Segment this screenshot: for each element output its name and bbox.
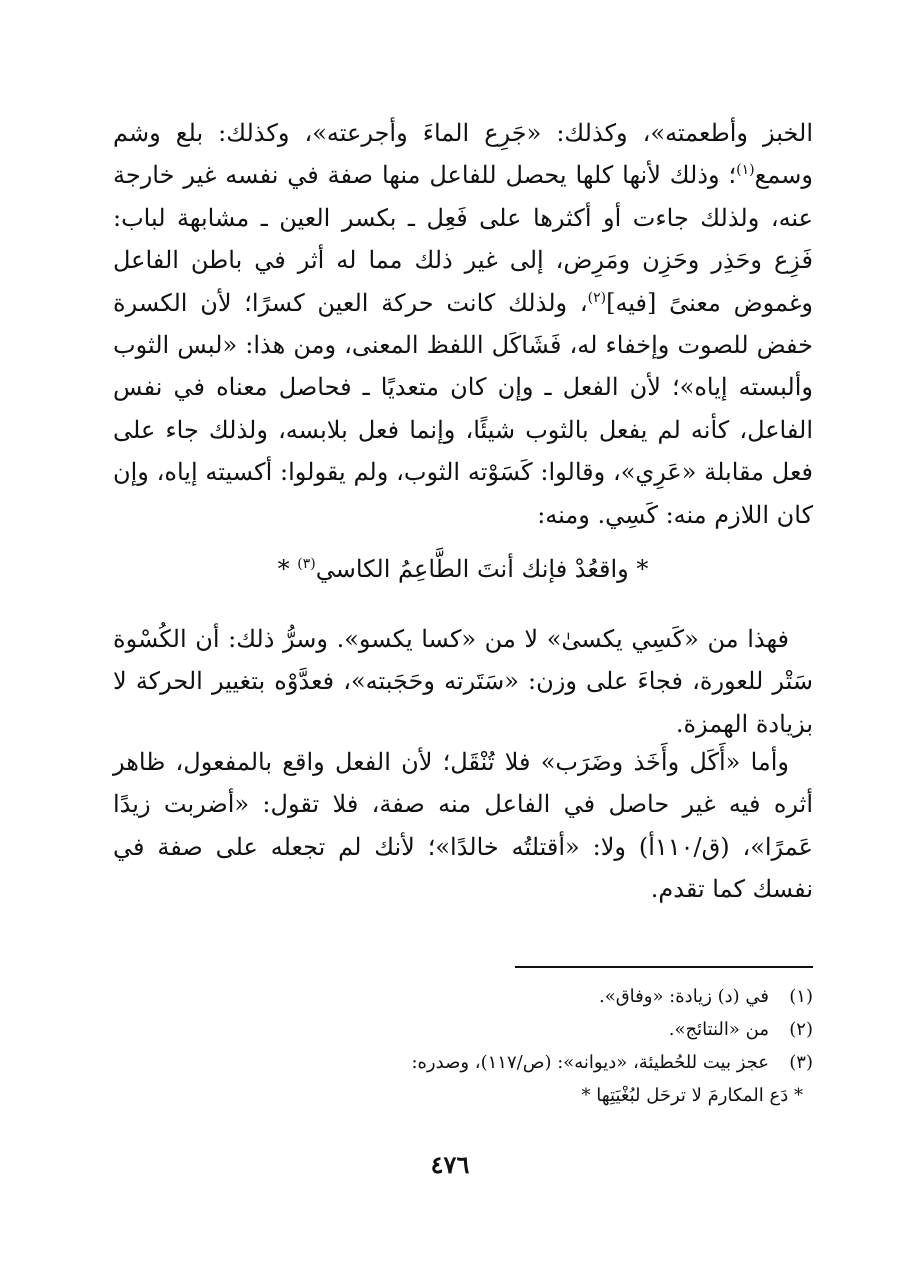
footnotes [113,980,813,1112]
page-number: ٤٧٦ [430,1150,470,1179]
footnote-text: من «النتائج». [668,1019,769,1040]
paragraph-1-text: الخبز وأطعمته»، وكذلك: «جَرِع الماءَ وأجرعته»، وكذلك: بلع وشم وسمع [113,119,813,190]
verse-line [113,548,813,590]
paragraph-1c-text: ، ولذلك كانت حركة العين كسرًا؛ لأن الكسرة خفض للصوت وإخفاء له، فَشَاكَل اللفظ المعنى، ومن هذا: «لبس الثوب وألبسته إياه»؛ لأن الفعل ـ وإن كان متعديًا ـ فحاصل معناه في نفس الفاعل، كأنه لم يفعل بالثوب شيئًا، وإنما فعل بلابسه، ولذلك جاء على فعل مقابلة «عَرِي»، وقالوا: كَسَوْته الثوب، ولم يقولوا: أكسيته إياه، وإن كان اللازم منه: كَسِي. ومنه: [113,288,813,529]
footnote-number: (١) [789,986,813,1007]
paragraph-1b-text: ؛ وذلك لأنها كلها يحصل للفاعل منها صفة في نفسه غير خارجة عنه، ولذلك جاءت أو أكثرها على فَعِل ـ بكسر العين ـ مشابهة لباب: فَزِع وحَذِر وحَزِن ومَرِض، إلى غير ذلك مما له أثر في باطن الفاعل وغموض معنىً [فيه] [113,161,813,317]
footnote-separator [515,966,813,968]
footnote-marker-1[interactable]: (١) [736,162,755,179]
verse-text: * واقعُدْ فإنك أنتَ الطَّاعِمُ الكاسي [315,555,649,583]
paragraph-3: وأما «أَكَل وأَخَذ وضَرَب» فلا تُنْقَل؛ لأن الفعل واقع بالمفعول، ظاهر أثره فيه غير حاصل في الفاعل منه صفة، فلا تقول: «أضربت زيدًا عَمرًا»، (ق/١١٠أ) ولا: «أقتلتُه خالدًا»؛ لأنك لم تجعله على صفة في نفسك كما تقدم. [113,748,813,904]
main-paragraph [113,112,813,536]
footnote-text: في (د) زيادة: «وفاق». [598,986,769,1007]
footnote-verse: * دَع المكارمَ لا ترحَل لبُغْيَتِها * [581,1085,803,1106]
footnote-marker-3[interactable]: (٣) [297,556,316,572]
footnote-1 [113,980,813,1013]
footnote-marker-2[interactable]: (٢) [587,289,607,306]
footnote-3 [113,1046,813,1079]
verse-end: * [277,555,298,583]
footnote-number: (٢) [789,1019,813,1040]
footnote-number: (٣) [789,1052,813,1073]
footnote-2 [113,1013,813,1046]
paragraph-2: فهذا من «كَسِي يكسىٰ» لا من «كسا يكسو». وسرُّ ذلك: أن الكُسْوة سَتْر للعورة، فجاءَ على وزن: «سَتَرته وحَجَبته»، فعدَّوْه بتغيير الحركة لا بزيادة الهمزة. [113,625,813,738]
footnote-text: عجز بيت للحُطيئة، «ديوانه»: (ص/١١٧)، وصدره: [411,1052,769,1073]
